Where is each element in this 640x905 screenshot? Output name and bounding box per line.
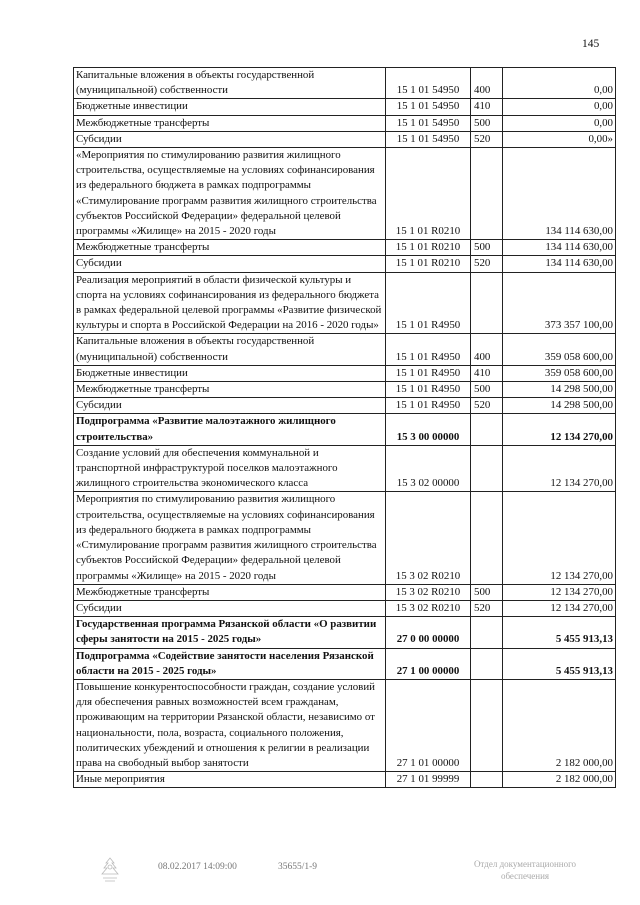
row-code: 15 1 01 R4950 <box>386 382 471 398</box>
row-sum: 12 134 270,00 <box>503 492 616 584</box>
row-sum: 373 357 100,00 <box>503 272 616 334</box>
table-row <box>74 365 616 381</box>
row-name: Субсидии <box>74 256 386 272</box>
row-sum: 0,00 <box>503 115 616 131</box>
row-vr: 410 <box>471 365 503 381</box>
row-code: 15 1 01 R0210 <box>386 256 471 272</box>
row-sum: 2 182 000,00 <box>503 679 616 771</box>
table-row <box>74 99 616 115</box>
row-name: Создание условий для обеспечения коммунальной и транспортной инфраструктурой поселков малоэтажного жилищного строительства экономического класса <box>74 445 386 492</box>
row-sum: 12 134 270,00 <box>503 445 616 492</box>
row-name: Реализация мероприятий в области физической культуры и спорта на условиях софинансирования из федерального бюджета в рамках федеральной целевой программы «Развитие физической культуры и спорта в Российской Федерации на 2016 - 2020 годы» <box>74 272 386 334</box>
table-row <box>74 256 616 272</box>
table-row <box>74 148 616 240</box>
row-name: Капитальные вложения в объекты государственной (муниципальной) собственности <box>74 68 386 99</box>
row-vr <box>471 772 503 788</box>
row-code: 15 1 01 R4950 <box>386 272 471 334</box>
row-vr: 520 <box>471 398 503 414</box>
table-body <box>74 68 616 788</box>
footer-stamp <box>450 858 600 882</box>
table-row <box>74 272 616 334</box>
row-vr: 500 <box>471 382 503 398</box>
table-row <box>74 679 616 771</box>
table-row <box>74 414 616 445</box>
row-sum: 5 455 913,13 <box>503 648 616 679</box>
footer-doc-code: 35655/1-9 <box>278 862 318 872</box>
table-row <box>74 648 616 679</box>
row-vr <box>471 617 503 648</box>
row-name: Подпрограмма «Содействие занятости населения Рязанской области на 2015 - 2025 годы» <box>74 648 386 679</box>
row-name: Государственная программа Рязанской области «О развитии сферы занятости на 2015 - 2025 годы» <box>74 617 386 648</box>
row-vr: 520 <box>471 256 503 272</box>
row-code: 15 1 01 54950 <box>386 131 471 147</box>
row-code: 15 1 01 R4950 <box>386 398 471 414</box>
row-code: 27 0 00 00000 <box>386 617 471 648</box>
row-sum: 134 114 630,00 <box>503 148 616 240</box>
footer-stamp-line2: обеспечения <box>500 871 550 881</box>
row-sum: 0,00 <box>503 68 616 99</box>
row-code: 15 1 01 R0210 <box>386 240 471 256</box>
row-name: Иные мероприятия <box>74 772 386 788</box>
row-code: 27 1 00 00000 <box>386 648 471 679</box>
table-row <box>74 334 616 365</box>
row-name: «Мероприятия по стимулированию развития жилищного строительства, осуществляемые на условиях софинансирования из федерального бюджета в рамках подпрограммы «Стимулирование программ развития жилищного строительства субъектов Российской Федерации» федеральной целевой программы «Жилище» на 2015 - 2020 годы <box>74 148 386 240</box>
row-name: Межбюджетные трансферты <box>74 115 386 131</box>
row-code: 15 1 01 54950 <box>386 99 471 115</box>
footer-date: 08.02.2017 14:09:00 <box>158 862 237 872</box>
row-sum: 359 058 600,00 <box>503 334 616 365</box>
row-code: 15 1 01 R4950 <box>386 365 471 381</box>
table-row <box>74 115 616 131</box>
row-vr: 520 <box>471 600 503 616</box>
row-sum: 14 298 500,00 <box>503 398 616 414</box>
row-vr <box>471 492 503 584</box>
row-name: Субсидии <box>74 131 386 147</box>
row-vr: 520 <box>471 131 503 147</box>
footer-stamp-line1: Отдел документационного <box>473 859 577 869</box>
row-code: 15 1 01 R4950 <box>386 334 471 365</box>
footer <box>0 860 640 900</box>
row-sum: 0,00» <box>503 131 616 147</box>
row-vr: 400 <box>471 68 503 99</box>
row-code: 15 3 00 00000 <box>386 414 471 445</box>
row-sum: 134 114 630,00 <box>503 240 616 256</box>
row-sum: 14 298 500,00 <box>503 382 616 398</box>
row-name: Бюджетные инвестиции <box>74 365 386 381</box>
table-row <box>74 131 616 147</box>
row-name: Субсидии <box>74 600 386 616</box>
table-row <box>74 617 616 648</box>
row-vr <box>471 414 503 445</box>
row-name: Мероприятия по стимулированию развития жилищного строительства, осуществляемые на условиях софинансирования из федерального бюджета в рамках подпрограммы «Стимулирование программ развития жилищного строительства субъектов Российской Федерации» федеральной целевой программы «Жилище» на 2015 - 2020 годы <box>74 492 386 584</box>
table-row <box>74 600 616 616</box>
row-code: 15 3 02 R0210 <box>386 584 471 600</box>
row-vr <box>471 648 503 679</box>
row-name: Капитальные вложения в объекты государственной (муниципальной) собственности <box>74 334 386 365</box>
row-vr: 400 <box>471 334 503 365</box>
row-sum: 0,00 <box>503 99 616 115</box>
table-row <box>74 492 616 584</box>
row-name: Межбюджетные трансферты <box>74 584 386 600</box>
row-name: Повышение конкурентоспособности граждан, создание условий для обеспечения равных возможностей всем гражданам, проживающим на территории Рязанской области, независимо от национальности, пола, возраста, социального положения, политических убеждений и отношения к религии в реализации права на свободный выбор занятости <box>74 679 386 771</box>
row-code: 15 3 02 00000 <box>386 445 471 492</box>
row-sum: 12 134 270,00 <box>503 414 616 445</box>
page-number: 145 <box>582 38 600 50</box>
row-sum: 134 114 630,00 <box>503 256 616 272</box>
row-sum: 12 134 270,00 <box>503 600 616 616</box>
row-code: 27 1 01 99999 <box>386 772 471 788</box>
table-row <box>74 772 616 788</box>
table-row <box>74 382 616 398</box>
table-row <box>74 240 616 256</box>
table-row <box>74 584 616 600</box>
row-code: 15 1 01 54950 <box>386 115 471 131</box>
row-code: 27 1 01 00000 <box>386 679 471 771</box>
table-row <box>74 445 616 492</box>
row-name: Субсидии <box>74 398 386 414</box>
row-sum: 359 058 600,00 <box>503 365 616 381</box>
table-row <box>74 68 616 99</box>
row-code: 15 3 02 R0210 <box>386 600 471 616</box>
row-vr <box>471 679 503 771</box>
row-vr: 500 <box>471 584 503 600</box>
row-name: Бюджетные инвестиции <box>74 99 386 115</box>
row-name: Межбюджетные трансферты <box>74 382 386 398</box>
row-vr: 500 <box>471 240 503 256</box>
row-sum: 2 182 000,00 <box>503 772 616 788</box>
row-vr <box>471 148 503 240</box>
row-name: Подпрограмма «Развитие малоэтажного жилищного строительства» <box>74 414 386 445</box>
row-name: Межбюджетные трансферты <box>74 240 386 256</box>
row-vr <box>471 272 503 334</box>
row-vr: 500 <box>471 115 503 131</box>
row-sum: 12 134 270,00 <box>503 584 616 600</box>
table-row <box>74 398 616 414</box>
emblem-icon <box>98 856 122 886</box>
budget-table <box>73 67 616 788</box>
row-code: 15 1 01 R0210 <box>386 148 471 240</box>
row-vr <box>471 445 503 492</box>
row-code: 15 3 02 R0210 <box>386 492 471 584</box>
row-code: 15 1 01 54950 <box>386 68 471 99</box>
row-vr: 410 <box>471 99 503 115</box>
row-sum: 5 455 913,13 <box>503 617 616 648</box>
